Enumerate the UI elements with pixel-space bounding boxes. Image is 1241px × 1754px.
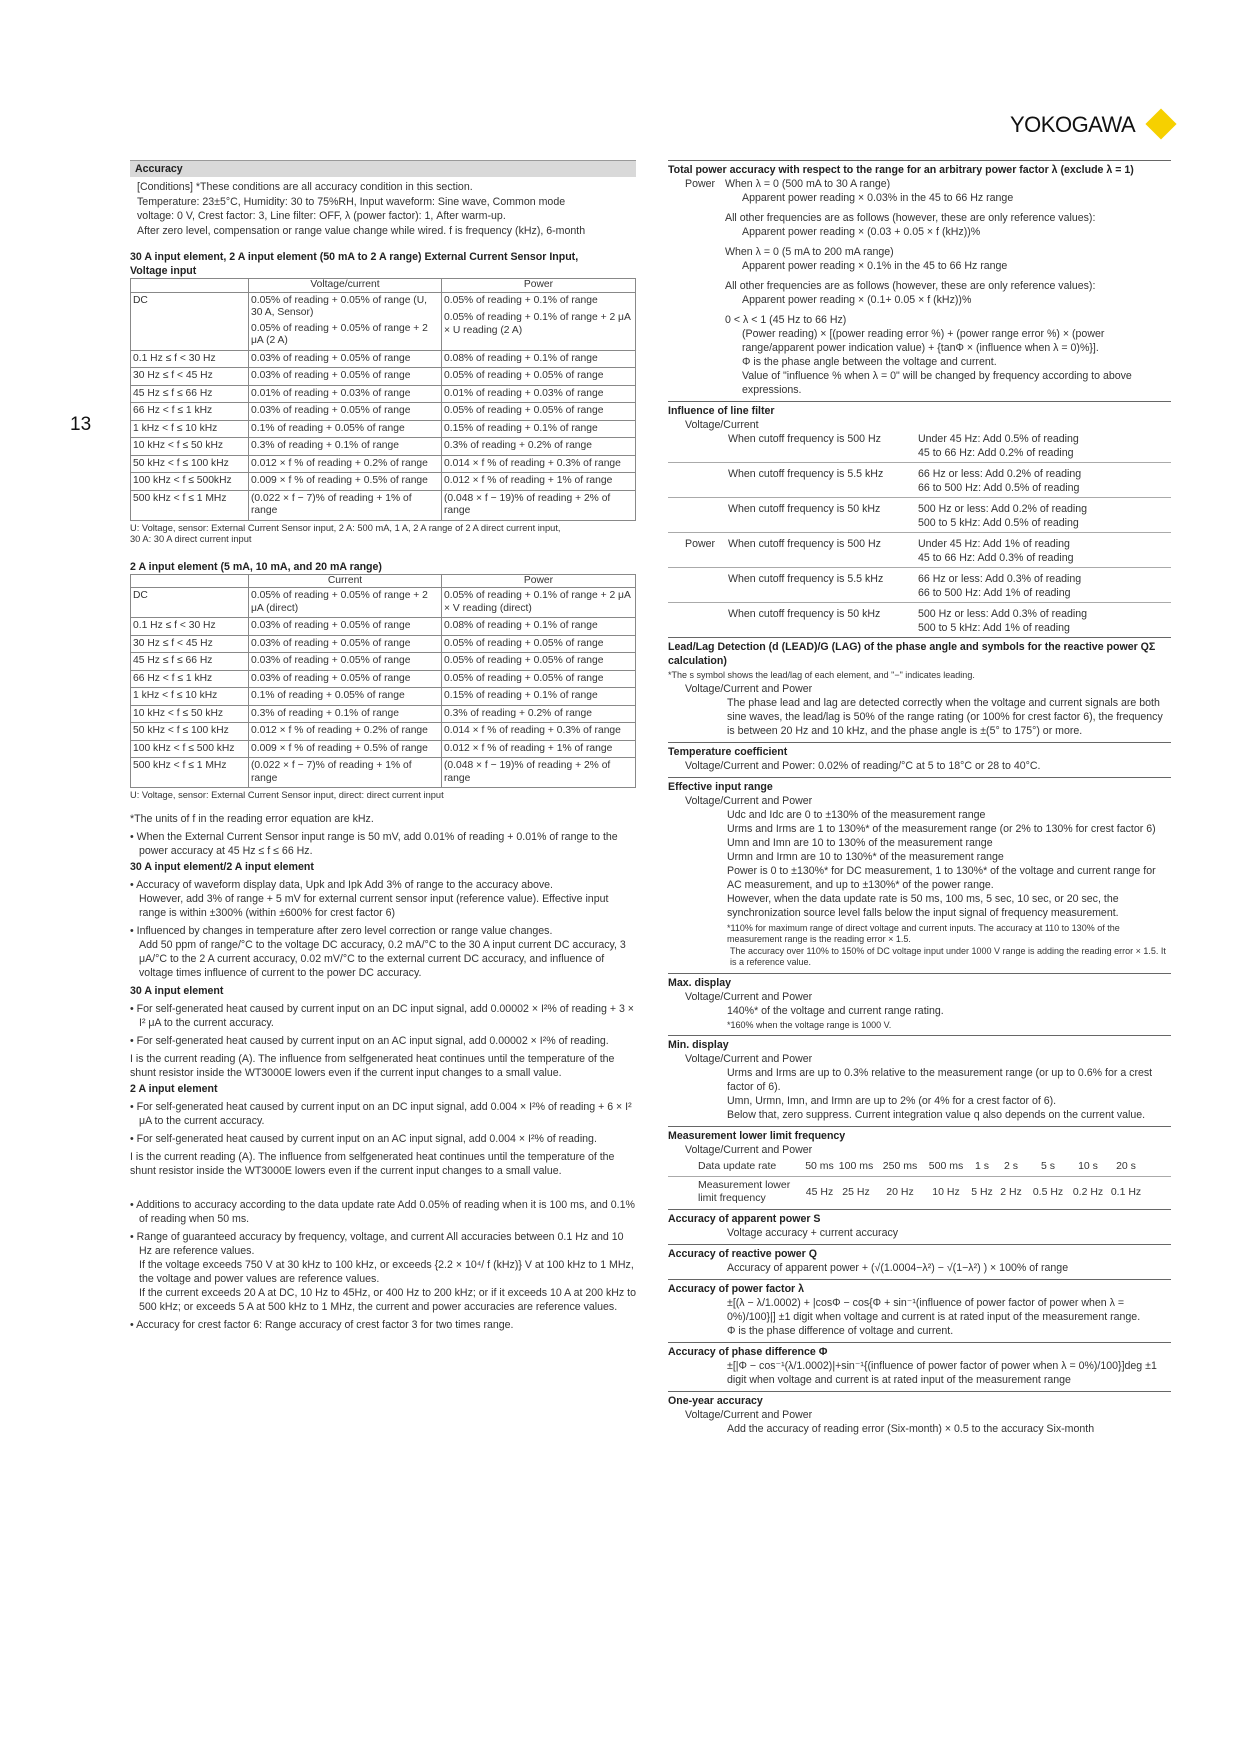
cell: 0.03% of reading + 0.05% of range	[249, 653, 442, 671]
cell: 250 ms	[882, 1160, 918, 1172]
col-header: Voltage/current	[249, 279, 442, 293]
max-display-body: 140%* of the voltage and current range rating.	[727, 1004, 944, 1017]
text: Urms and Irms are up to 0.3% relative to the measurement range (or up to 0.6% for a crest factor of 6).	[727, 1067, 1153, 1093]
section-title: One-year accuracy	[668, 1395, 763, 1407]
text: Below that, zero suppress. Current integration value q also depends on the current value.	[727, 1109, 1146, 1121]
section-lower-limit-frequency	[668, 1126, 1171, 1205]
logo-diamond-icon	[1145, 108, 1176, 139]
section-lead-lag	[668, 637, 1171, 738]
label-vcp: Voltage/Current and Power	[685, 1053, 813, 1065]
cell: 0.012 × f % of reading + 1% of range	[442, 740, 636, 758]
bullet-text: Add 50 ppm of range/°C to the voltage DC accuracy, 0.2 mA/°C to the 30 A input current DC accuracy, 3 μA/°C to the 2 A current accuracy, 0.02 mV/°C to the external current DC accuracy, and influence of voltage times influence of current to the power DC accuracy.	[139, 938, 626, 979]
row-label: 30 Hz ≤ f < 45 Hz	[131, 368, 249, 386]
lead-lag-body: The phase lead and lag are detected correctly when the voltage and current signals are both sine waves, the lead/lag is 50% of the range rating (or 100% for crest factor 6), the frequency is between 20 Hz and 10 kHz, and the phase angle is ±(5° to 175°) or more.	[727, 696, 1163, 737]
right-column	[668, 160, 1171, 1436]
text: Umn, Urmn, Imn, and Irmn are up to 2% (or 4% for a crest factor of 6).	[727, 1095, 1057, 1107]
text: Power is 0 to ±130%* for DC measurement, 1 to 130%* of the voltage and current range for AC measurement, and up to ±130%* of the power range.	[727, 864, 1156, 891]
row-label: 66 Hz < f ≤ 1 kHz	[131, 670, 249, 688]
filter-condition: When cutoff frequency is 50 kHz	[728, 503, 881, 515]
cell: 0.03% of reading + 0.05% of range	[249, 618, 442, 636]
footnote: *160% when the voltage range is 1000 V.	[727, 1019, 892, 1030]
row-label: 50 kHz < f ≤ 100 kHz	[131, 455, 249, 473]
cell: 0.012 × f % of reading + 1% of range	[442, 473, 636, 491]
section-one-year-accuracy	[668, 1391, 1171, 1436]
table1-title-line1: 30 A input element, 2 A input element (50 mA to 2 A range) External Current Sensor Input,	[130, 251, 579, 263]
filter-condition: When cutoff frequency is 500 Hz	[728, 538, 881, 550]
bullet-text: For self-generated heat caused by current input on an AC input signal, add 0.004 × I²% of reading.	[136, 1132, 597, 1145]
bullet-2a-ac: • For self-generated heat caused by current input on an AC input signal, add 0.004 × I²% of reading.	[130, 1132, 597, 1145]
cell: 500 ms	[928, 1160, 964, 1172]
section-effective-input-range	[668, 777, 1171, 969]
text: However, when the data update rate is 50 ms, 100 ms, 5 sec, 10 sec, or 20 sec, the synchronization source level falls below the input signal of frequency measurement.	[727, 892, 1119, 919]
heading-30a-2a: 30 A input element/2 A input element	[130, 860, 314, 873]
section-power-factor	[668, 1279, 1171, 1338]
bullet-text: For self-generated heat caused by current input on an DC input signal, add 0.004 × I²% of reading + 6 × I² μA to the current accuracy.	[136, 1100, 632, 1127]
bullet-waveform: • Accuracy of waveform display data, Upk and Ipk Add 3% of range to the accuracy above. However, add 3% of range + 5 mV for external current sensor input (reference value). Effective input range is within ±300% (within ±600% for crest factor 6)	[130, 878, 609, 919]
bullet-sensor: • When the External Current Sensor input range is 50 mV, add 0.01% of reading + 0.01% of range to the power accuracy at 45 Hz ≤ f ≤ 66 Hz.	[130, 830, 618, 857]
bullet-text: Range of guaranteed accuracy by frequency, voltage, and current All accuracies between 0.1 Hz and 10 Hz are reference values.	[136, 1230, 624, 1257]
row-label: Data update rate	[698, 1160, 777, 1172]
filter-row	[668, 533, 1171, 568]
cell: 0.05% of reading + 0.05% of range	[442, 368, 636, 386]
filter-row	[668, 498, 1171, 533]
row-label: 500 kHz < f ≤ 1 MHz	[131, 758, 249, 788]
reactive-power-body: Accuracy of apparent power + (√(1.0004−λ²) − √(1−λ²) ) × 100% of range	[727, 1262, 1069, 1274]
cell: 100 ms	[838, 1160, 874, 1172]
cell: 10 Hz	[932, 1186, 960, 1198]
row-label: 100 kHz < f ≤ 500 kHz	[131, 740, 249, 758]
cell: 0.05% of reading + 0.1% of range + 2 μA × V reading (direct)	[442, 588, 636, 618]
table-row	[131, 688, 636, 706]
col-header: Power	[442, 279, 636, 293]
table-header-row	[131, 279, 636, 293]
bullet-text: When the External Current Sensor input range is 50 mV, add 0.01% of reading + 0.01% of range to the power accuracy at 45 Hz ≤ f ≤ 66 Hz.	[136, 830, 618, 857]
condition-line: Temperature: 23±5°C, Humidity: 30 to 75%RH, Input waveform: Sine wave, Common mode	[137, 195, 566, 208]
note-line: U: Voltage, sensor: External Current Sensor input, 2 A: 500 mA, 1 A, 2 A range of 2 A direct current input,	[130, 522, 561, 533]
cell: 0.3% of reading + 0.1% of range	[249, 438, 442, 456]
cell: 0.009 × f % of reading + 0.5% of range	[249, 473, 442, 491]
selfheat-note-2a: I is the current reading (A). The influence from selfgenerated heat continues until the temperature of the shunt resistor inside the WT3000E lowers even if the current input changes to a small value.	[130, 1150, 615, 1177]
left-column	[130, 160, 636, 1332]
cell: 50 ms	[805, 1160, 834, 1172]
phase-difference-body: ±[|Φ − cos⁻¹(λ/1.0002)|+sin⁻¹{(influence of power factor of power when λ = 0%)/100}]deg ±1 digit when voltage and current is at rated input of the measurement range	[727, 1360, 1157, 1386]
cell: 0.03% of reading + 0.05% of range	[249, 368, 442, 386]
label-power: Power	[685, 538, 716, 550]
bullet-text: Accuracy for crest factor 6: Range accuracy of crest factor 3 for two times range.	[136, 1318, 514, 1331]
bullet-text: For self-generated heat caused by current input on an AC input signal, add 0.00002 × I²% of reading.	[136, 1034, 609, 1047]
cell: (0.048 × f − 19)% of reading + 2% of range	[442, 490, 636, 520]
section-title: Accuracy of reactive power Q	[668, 1248, 817, 1260]
lead-lag-note: *The s symbol shows the lead/lag of each element, and "−" indicates leading.	[668, 670, 975, 680]
table-header-row	[131, 574, 636, 588]
table-row	[131, 368, 636, 386]
power-factor-body: Φ is the phase difference of voltage and current.	[727, 1325, 954, 1337]
section-title: Min. display	[668, 1039, 729, 1051]
cell: 0.3% of reading + 0.2% of range	[442, 705, 636, 723]
cell: 0.01% of reading + 0.03% of range	[249, 385, 442, 403]
table-row	[131, 670, 636, 688]
label-vcp: Voltage/Current and Power	[685, 1144, 813, 1156]
update-rate-row	[668, 1159, 1171, 1173]
temp-coef-body: Voltage/Current and Power: 0.02% of reading/°C at 5 to 18°C or 28 to 40°C.	[685, 759, 1041, 772]
row-label-line: limit frequency	[698, 1192, 766, 1204]
accuracy-header: Accuracy	[130, 160, 636, 177]
section-title: Accuracy of power factor λ	[668, 1283, 804, 1295]
units-note: *The units of f in the reading error equation are kHz.	[130, 812, 374, 825]
cell: 0.05% of reading + 0.1% of range + 2 μA × U reading (2 A)	[444, 312, 631, 336]
cell: 0.012 × f % of reading + 0.2% of range	[249, 455, 442, 473]
cell: 0.05% of reading + 0.05% of range	[442, 670, 636, 688]
text: Apparent power reading × (0.03 + 0.05 × f (kHz))%	[742, 226, 981, 238]
bullet-2a-dc: • For self-generated heat caused by current input on an DC input signal, add 0.004 × I²% of reading + 6 × I² μA to the current accuracy.	[130, 1100, 632, 1127]
text: (Power reading) × [(power reading error %) + (power range error %) × (power range/apparent power indication value) + {tanΦ × (influence when λ = 0)%}].	[742, 328, 1105, 354]
cell: 0.05% of reading + 0.1% of range	[444, 294, 598, 306]
filter-value: 500 Hz or less: Add 0.3% of reading	[918, 608, 1088, 620]
cell: 0.2 Hz	[1072, 1186, 1104, 1198]
cell: 0.08% of reading + 0.1% of range	[442, 618, 636, 636]
filter-row	[668, 432, 1171, 463]
section-phase-difference	[668, 1342, 1171, 1387]
table-row	[131, 490, 636, 520]
table-row	[131, 385, 636, 403]
section-apparent-power	[668, 1209, 1171, 1240]
cell: 0.05% of reading + 0.05% of range + 2 μA (2 A)	[251, 322, 428, 346]
cell: 45 Hz	[805, 1186, 834, 1198]
bullet-30a-dc: • For self-generated heat caused by current input on an DC input signal, add 0.00002 × I²% of reading + 3 × I² μA to the current accuracy.	[130, 1002, 634, 1029]
table1-title	[130, 250, 636, 278]
bullet-text: Influenced by changes in temperature after zero level correction or range value changes.	[136, 924, 553, 937]
cell: 0.5 Hz	[1032, 1186, 1064, 1198]
row-label: 1 kHz < f ≤ 10 kHz	[131, 688, 249, 706]
label-vcp: Voltage/Current and Power	[685, 1409, 813, 1421]
row-label: 500 kHz < f ≤ 1 MHz	[131, 490, 249, 520]
section-title: Total power accuracy with respect to the range for an arbitrary power factor λ (exclude λ = 1)	[668, 164, 1134, 176]
row-label: 50 kHz < f ≤ 100 kHz	[131, 723, 249, 741]
filter-condition: When cutoff frequency is 50 kHz	[728, 608, 881, 620]
conditions	[130, 177, 636, 238]
cell: 0.05% of reading + 0.05% of range (U, 30 A, Sensor)	[251, 294, 428, 318]
section-max-display	[668, 973, 1171, 1032]
text: When λ = 0 (500 mA to 30 A range)	[725, 178, 891, 190]
text: Urms and Irms are 1 to 130%* of the measurement range (or 2% to 130% for crest factor 6)	[727, 822, 1156, 835]
bullet-text: For self-generated heat caused by current input on an DC input signal, add 0.00002 × I²% of reading + 3 × I² μA to the current accuracy.	[136, 1002, 634, 1029]
text: Umn and Imn are 10 to 130% of the measurement range	[727, 836, 993, 849]
row-label: 100 kHz < f ≤ 500kHz	[131, 473, 249, 491]
table-row	[131, 740, 636, 758]
row-label: DC	[131, 588, 249, 618]
section-title: Measurement lower limit frequency	[668, 1130, 846, 1142]
bullet-text: Accuracy of waveform display data, Upk and Ipk Add 3% of range to the accuracy above.	[136, 878, 553, 891]
table-row	[131, 705, 636, 723]
section-line-filter	[668, 401, 1171, 637]
table-row	[131, 473, 636, 491]
section-total-power	[668, 160, 1171, 397]
filter-row	[668, 463, 1171, 498]
table-row	[131, 588, 636, 618]
cell: (0.022 × f − 7)% of reading + 1% of range	[249, 758, 442, 788]
cell: 0.01% of reading + 0.03% of range	[442, 385, 636, 403]
cell: 2 Hz	[1000, 1186, 1022, 1198]
page-number: 13	[70, 414, 92, 435]
filter-value: 45 to 66 Hz: Add 0.2% of reading	[918, 447, 1074, 459]
section-title: Influence of line filter	[668, 405, 775, 417]
text: Urmn and Irmn are 10 to 130%* of the measurement range	[727, 850, 1004, 863]
col-header: Power	[442, 574, 636, 588]
apparent-power-body: Voltage accuracy + current accuracy	[727, 1227, 899, 1239]
text: Apparent power reading × 0.1% in the 45 to 66 Hz range	[742, 260, 1008, 272]
label-vcp: Voltage/Current and Power	[685, 990, 813, 1003]
cell: 0.3% of reading + 0.2% of range	[442, 438, 636, 456]
cell: 5 Hz	[971, 1186, 993, 1198]
cell: (0.048 × f − 19)% of reading + 2% of range	[442, 758, 636, 788]
filter-value: 66 to 500 Hz: Add 1% of reading	[918, 587, 1071, 599]
cell: 0.08% of reading + 0.1% of range	[442, 350, 636, 368]
section-temperature-coefficient	[668, 742, 1171, 773]
section-title: Accuracy of phase difference Φ	[668, 1346, 828, 1358]
text: Apparent power reading × (0.1+ 0.05 × f (kHz))%	[742, 294, 972, 306]
cell: (0.022 × f − 7)% of reading + 1% of range	[249, 490, 442, 520]
bullet-range: • Range of guaranteed accuracy by frequency, voltage, and current All accuracies between 0.1 Hz and 10 Hz are reference values. If the voltage exceeds 750 V at 30 kHz to 100 kHz, or exceeds {2.2 × 10⁴/ f (kHz)} V at 100 kHz to 1 MHz, the voltage and power values are reference values. If the current exceeds 20 A at DC, 10 Hz to 45Hz, or 400 Hz to 200 kHz; or if it exceeds 10 A at 200 kHz to 500 kHz; or exceeds 5 A at 500 kHz to 1 MHz, the current and power accuracies are reference values.	[130, 1230, 636, 1313]
table-row	[131, 723, 636, 741]
table1-title-line2: Voltage input	[130, 265, 197, 277]
cell: 0.05% of reading + 0.05% of range	[442, 635, 636, 653]
cell: 0.03% of reading + 0.05% of range	[249, 403, 442, 421]
bullet-text: If the voltage exceeds 750 V at 30 kHz to 100 kHz, or exceeds {2.2 × 10⁴/ f (kHz)} V at 100 kHz to 1 MHz, the voltage and power values are reference values.	[139, 1258, 634, 1285]
selfheat-note-30a: I is the current reading (A). The influence from selfgenerated heat continues until the temperature of the shunt resistor inside the WT3000E lowers even if the current input changes to a small value.	[130, 1052, 615, 1079]
section-title: Max. display	[668, 976, 731, 989]
table-row	[131, 455, 636, 473]
table-row	[131, 758, 636, 788]
cell: 0.012 × f % of reading + 0.2% of range	[249, 723, 442, 741]
cell: 0.014 × f % of reading + 0.3% of range	[442, 723, 636, 741]
filter-value: 500 to 5 kHz: Add 1% of reading	[918, 622, 1070, 634]
text: Udc and Idc are 0 to ±130% of the measurement range	[727, 808, 986, 821]
table1	[130, 278, 636, 521]
cell: 0.1 Hz	[1110, 1186, 1142, 1198]
section-reactive-power	[668, 1244, 1171, 1275]
label-power: Power	[685, 178, 716, 190]
cell: 0.03% of reading + 0.05% of range	[249, 350, 442, 368]
row-label: 30 Hz ≤ f < 45 Hz	[131, 635, 249, 653]
label-voltage-current: Voltage/Current	[685, 419, 759, 431]
cell: 1 s	[974, 1160, 989, 1172]
bullet-text: Additions to accuracy according to the data update rate Add 0.05% of reading when it is 100 ms, and 0.1% of reading when 50 ms.	[136, 1198, 635, 1225]
text: 0 < λ < 1 (45 Hz to 66 Hz)	[725, 314, 847, 326]
table-row	[131, 438, 636, 456]
row-label-line: Measurement lower	[698, 1179, 791, 1191]
text: Value of "influence % when λ = 0" will be changed by frequency according to above expressions.	[742, 370, 1132, 396]
footnote: *110% for maximum range of direct voltage and current inputs. The accuracy at 110 to 130% of the measurement range is the reading error × 1.5.	[727, 922, 1120, 944]
filter-value: 66 to 500 Hz: Add 0.5% of reading	[918, 482, 1080, 494]
cell: 2 s	[1003, 1160, 1018, 1172]
filter-value: 500 Hz or less: Add 0.2% of reading	[918, 503, 1088, 515]
yokogawa-logo: YOKOGAWA	[1010, 112, 1136, 137]
table2	[130, 574, 636, 789]
table-row	[131, 618, 636, 636]
filter-value: 500 to 5 kHz: Add 0.5% of reading	[918, 517, 1079, 529]
section-title: Accuracy of apparent power S	[668, 1213, 821, 1225]
condition-line: After zero level, compensation or range value change while wired. f is frequency (kHz), 6-month	[137, 224, 586, 237]
cell: 20 Hz	[886, 1186, 914, 1198]
row-label: 45 Hz ≤ f ≤ 66 Hz	[131, 653, 249, 671]
table-row	[131, 420, 636, 438]
filter-value: Under 45 Hz: Add 1% of reading	[918, 538, 1070, 550]
cell: 0.05% of reading + 0.05% of range	[442, 403, 636, 421]
section-title: Lead/Lag Detection (d (LEAD)/G (LAG) of the phase angle and symbols for the reactive power QΣ calculation)	[668, 641, 1156, 667]
text: All other frequencies are as follows (however, these are only reference values):	[725, 280, 1096, 292]
bullet-temperature: • Influenced by changes in temperature after zero level correction or range value changes. Add 50 ppm of range/°C to the voltage DC accuracy, 0.2 mA/°C to the 30 A input current DC accuracy, 3 μA/°C to the 2 A current accuracy, 0.02 mV/°C to the external current DC accuracy, and influence of voltage times influence of current to the power DC accuracy.	[130, 924, 626, 979]
condition-line: [Conditions] *These conditions are all accuracy condition in this section.	[137, 181, 473, 193]
table-row	[131, 350, 636, 368]
table-row	[131, 292, 636, 350]
cell: 0.03% of reading + 0.05% of range	[249, 635, 442, 653]
filter-condition: When cutoff frequency is 500 Hz	[728, 433, 881, 445]
tp-row	[668, 177, 1171, 397]
filter-value: 45 to 66 Hz: Add 0.3% of reading	[918, 552, 1074, 564]
cell: 5 s	[1040, 1160, 1055, 1172]
heading-30a: 30 A input element	[130, 984, 224, 997]
cell: 0.03% of reading + 0.05% of range	[249, 670, 442, 688]
cell: 0.1% of reading + 0.05% of range	[249, 420, 442, 438]
table-row	[131, 403, 636, 421]
text: All other frequencies are as follows (however, these are only reference values):	[725, 212, 1096, 224]
row-label: 10 kHz < f ≤ 50 kHz	[131, 438, 249, 456]
cell: 0.15% of reading + 0.1% of range	[442, 420, 636, 438]
one-year-body: Add the accuracy of reading error (Six-month) × 0.5 to the accuracy Six-month	[727, 1423, 1095, 1435]
section-title: Effective input range	[668, 780, 773, 793]
footnote: The accuracy over 110% to 150% of DC voltage input under 1000 V range is adding the reading error × 1.5. It is a reference value.	[730, 945, 1166, 967]
bullet-update-rate: • Additions to accuracy according to the data update rate Add 0.05% of reading when it is 100 ms, and 0.1% of reading when 50 ms.	[130, 1198, 635, 1225]
table2-note: U: Voltage, sensor: External Current Sensor input, direct: direct current input	[130, 790, 444, 800]
section-title: Temperature coefficient	[668, 745, 788, 758]
row-label: DC	[131, 292, 249, 350]
filter-value: Under 45 Hz: Add 0.5% of reading	[918, 433, 1079, 445]
row-label: 0.1 Hz ≤ f < 30 Hz	[131, 618, 249, 636]
filter-row	[668, 603, 1171, 637]
filter-condition: When cutoff frequency is 5.5 kHz	[728, 468, 884, 480]
bullet-text: However, add 3% of range + 5 mV for external current sensor input (reference value). Effective input range is within ±300% (within ±600% for crest factor 6)	[139, 892, 609, 919]
condition-line: voltage: 0 V, Crest factor: 3, Line filter: OFF, λ (power factor): 1, After warm-up.	[137, 210, 506, 222]
cell: 0.009 × f % of reading + 0.5% of range	[249, 740, 442, 758]
table-row	[131, 635, 636, 653]
table-row	[131, 653, 636, 671]
filter-condition: When cutoff frequency is 5.5 kHz	[728, 573, 884, 585]
label-vcp: Voltage/Current and Power	[685, 794, 813, 807]
note-line: 30 A: 30 A direct current input	[130, 534, 252, 544]
row-label	[698, 1179, 803, 1205]
bullet-30a-ac: • For self-generated heat caused by current input on an AC input signal, add 0.00002 × I²% of reading.	[130, 1034, 609, 1047]
text: Φ is the phase angle between the voltage and current.	[742, 356, 997, 368]
cell: 0.15% of reading + 0.1% of range	[442, 688, 636, 706]
cell: 0.014 × f % of reading + 0.3% of range	[442, 455, 636, 473]
heading-2a: 2 A input element	[130, 1082, 218, 1095]
cell: 10 s	[1078, 1160, 1098, 1172]
cell: 0.1% of reading + 0.05% of range	[249, 688, 442, 706]
table1-note	[130, 523, 636, 546]
row-label: 66 Hz < f ≤ 1 kHz	[131, 403, 249, 421]
cell: 20 s	[1116, 1160, 1136, 1172]
row-label: 10 kHz < f ≤ 50 kHz	[131, 705, 249, 723]
row-label: 1 kHz < f ≤ 10 kHz	[131, 420, 249, 438]
bullet-crest: • Accuracy for crest factor 6: Range accuracy of crest factor 3 for two times range.	[130, 1318, 514, 1331]
row-label: 45 Hz ≤ f ≤ 66 Hz	[131, 385, 249, 403]
text: Apparent power reading × 0.03% in the 45 to 66 Hz range	[742, 192, 1014, 204]
filter-row	[668, 568, 1171, 603]
row-label: 0.1 Hz ≤ f < 30 Hz	[131, 350, 249, 368]
col-header: Current	[249, 574, 442, 588]
lower-limit-row	[668, 1176, 1171, 1205]
label-vcp: Voltage/Current and Power	[685, 682, 813, 695]
filter-value: 66 Hz or less: Add 0.3% of reading	[918, 573, 1082, 585]
cell: 25 Hz	[842, 1186, 870, 1198]
section-min-display	[668, 1035, 1171, 1122]
table2-title: 2 A input element (5 mA, 10 mA, and 20 mA range)	[130, 560, 382, 573]
power-factor-body: ±[(λ − λ/1.0002) + |cosΦ − cos{Φ + sin⁻¹(influence of power factor of power when λ = 0%)/100}|] ±1 digit when voltage and current is at rated input of the measurement range.	[727, 1297, 1141, 1323]
filter-value: 66 Hz or less: Add 0.2% of reading	[918, 468, 1082, 480]
cell: 0.05% of reading + 0.05% of range	[442, 653, 636, 671]
cell: 0.3% of reading + 0.1% of range	[249, 705, 442, 723]
text: When λ = 0 (5 mA to 200 mA range)	[725, 246, 894, 258]
bullet-text: If the current exceeds 20 A at DC, 10 Hz to 45Hz, or 400 Hz to 200 kHz; or if it exceeds 10 A at 200 kHz to 500 kHz; or exceeds 5 A at 500 kHz to 1 MHz, the current and power accuracies are reference values.	[139, 1286, 636, 1313]
cell: 0.05% of reading + 0.05% of range + 2 μA (direct)	[249, 588, 442, 618]
